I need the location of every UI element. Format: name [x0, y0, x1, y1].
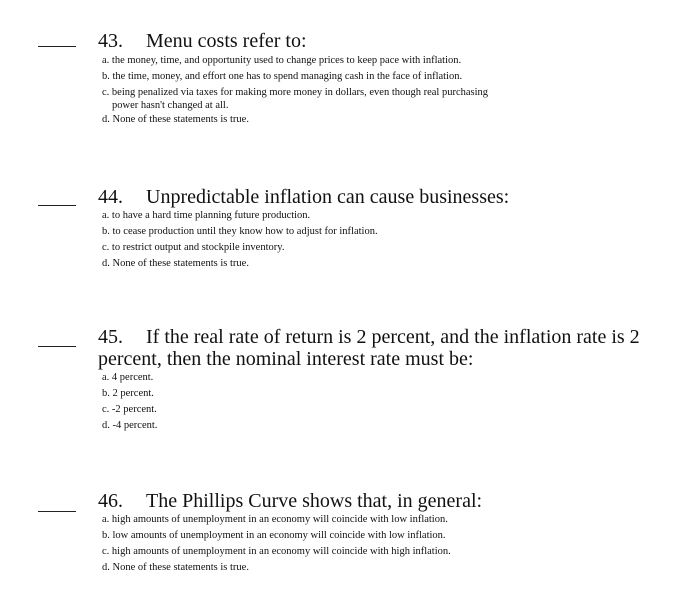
- question-stem: [98, 186, 658, 208]
- option-list: [102, 53, 582, 128]
- question-text: The Phillips Curve shows that, in general:: [146, 490, 483, 512]
- option-b: b. low amounts of unemployment in an economy will coincide with low inflation.: [102, 530, 446, 541]
- question-text-line2: percent, then the nominal interest rate must be:: [98, 348, 474, 370]
- question-stem-continuation: [98, 348, 658, 370]
- option-c: c. high amounts of unemployment in an economy will coincide with high inflation.: [102, 546, 451, 557]
- question-text: Menu costs refer to:: [146, 30, 307, 52]
- question-stem: [98, 326, 658, 348]
- question-number: 46.: [98, 490, 123, 512]
- question-text-line1: If the real rate of return is 2 percent, and the inflation rate is 2: [146, 326, 640, 348]
- option-d: d. None of these statements is true.: [102, 258, 249, 269]
- option-list: [102, 370, 582, 434]
- option-c: c. to restrict output and stockpile inventory.: [102, 242, 285, 253]
- option-a: a. 4 percent.: [102, 372, 154, 383]
- question-text: Unpredictable inflation can cause businesses:: [146, 186, 510, 208]
- question-stem: [98, 30, 658, 52]
- question-stem: [98, 490, 658, 512]
- option-c-continuation: power hasn't changed at all.: [112, 100, 229, 111]
- question-number: 43.: [98, 30, 123, 52]
- option-b: b. 2 percent.: [102, 388, 154, 399]
- option-a: a. to have a hard time planning future production.: [102, 210, 311, 221]
- answer-blank[interactable]: [38, 205, 76, 206]
- option-d: d. -4 percent.: [102, 420, 158, 431]
- option-list: [102, 512, 582, 576]
- option-d: d. None of these statements is true.: [102, 114, 249, 125]
- option-a: a. high amounts of unemployment in an economy will coincide with low inflation.: [102, 514, 448, 525]
- answer-blank[interactable]: [38, 46, 76, 47]
- option-c-text: c. being penalized via taxes for making more money in dollars, even though real purchasing: [102, 87, 489, 98]
- option-list: [102, 208, 582, 272]
- question-number: 44.: [98, 186, 123, 208]
- option-a: a. the money, time, and opportunity used to change prices to keep pace with inflation.: [102, 55, 462, 66]
- answer-blank[interactable]: [38, 511, 76, 512]
- option-c: c. -2 percent.: [102, 404, 157, 415]
- option-b: b. the time, money, and effort one has to spend managing cash in the face of inflation.: [102, 71, 463, 82]
- option-b: b. to cease production until they know how to adjust for inflation.: [102, 226, 378, 237]
- question-number: 45.: [98, 326, 123, 348]
- option-d: d. None of these statements is true.: [102, 562, 249, 573]
- option-c: [102, 85, 582, 112]
- answer-blank[interactable]: [38, 346, 76, 347]
